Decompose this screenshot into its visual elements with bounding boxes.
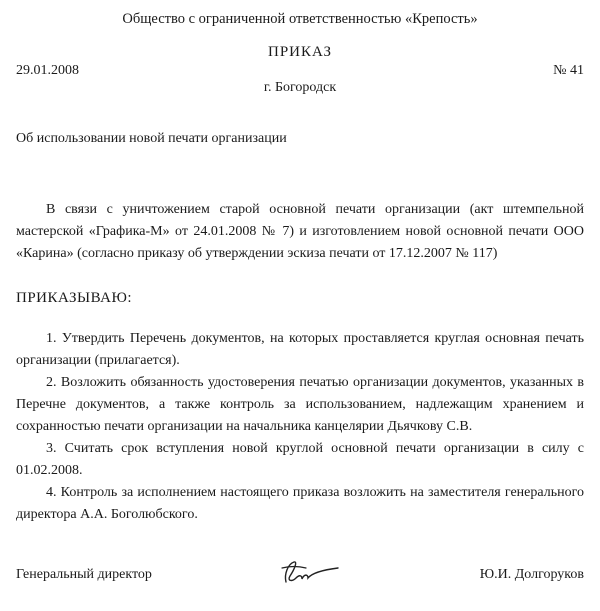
document-number: № 41 <box>553 63 584 78</box>
signatory-role: Генеральный директор <box>16 567 152 582</box>
order-item-2: 2. Возложить обязанность удостоверения печатью организации документов, указанных в Перечне документов, а также контроль за использованием, надлежащим хранением и сохранностью печати организации на начальника канцелярии Дьячкову С.В. <box>16 375 584 434</box>
order-item-4: 4. Контроль за исполнением настоящего приказа возложить на заместителя генерального директора А.А. Боголюбского. <box>16 485 584 522</box>
order-item-3: 3. Считать срок вступления новой круглой основной печати организации в силу с 01.02.2008. <box>16 441 584 478</box>
order-word: ПРИКАЗЫВАЮ: <box>16 290 133 306</box>
preamble-paragraph: В связи с уничтожением старой основной печати организации (акт штемпельной мастерской «Графика-М» от 24.01.2008 № 7) и изготовлением новой основной печати ООО «Карина» (согласно приказу об утверждении эскиза печати от 17.12.2007 № 117) <box>16 202 584 261</box>
document-subject: Об использовании новой печати организации <box>16 131 287 146</box>
organization-name: Общество с ограниченной ответственностью «Крепость» <box>122 11 478 27</box>
document-date: 29.01.2008 <box>16 63 79 78</box>
document-type: ПРИКАЗ <box>268 44 332 60</box>
signatory-name: Ю.И. Долгоруков <box>479 567 584 582</box>
handwritten-signature <box>272 556 344 588</box>
order-item-1: 1. Утвердить Перечень документов, на которых проставляется круглая основная печать организации (прилагается). <box>16 331 584 368</box>
document-city: г. Богородск <box>263 80 337 95</box>
order-items <box>16 328 584 526</box>
